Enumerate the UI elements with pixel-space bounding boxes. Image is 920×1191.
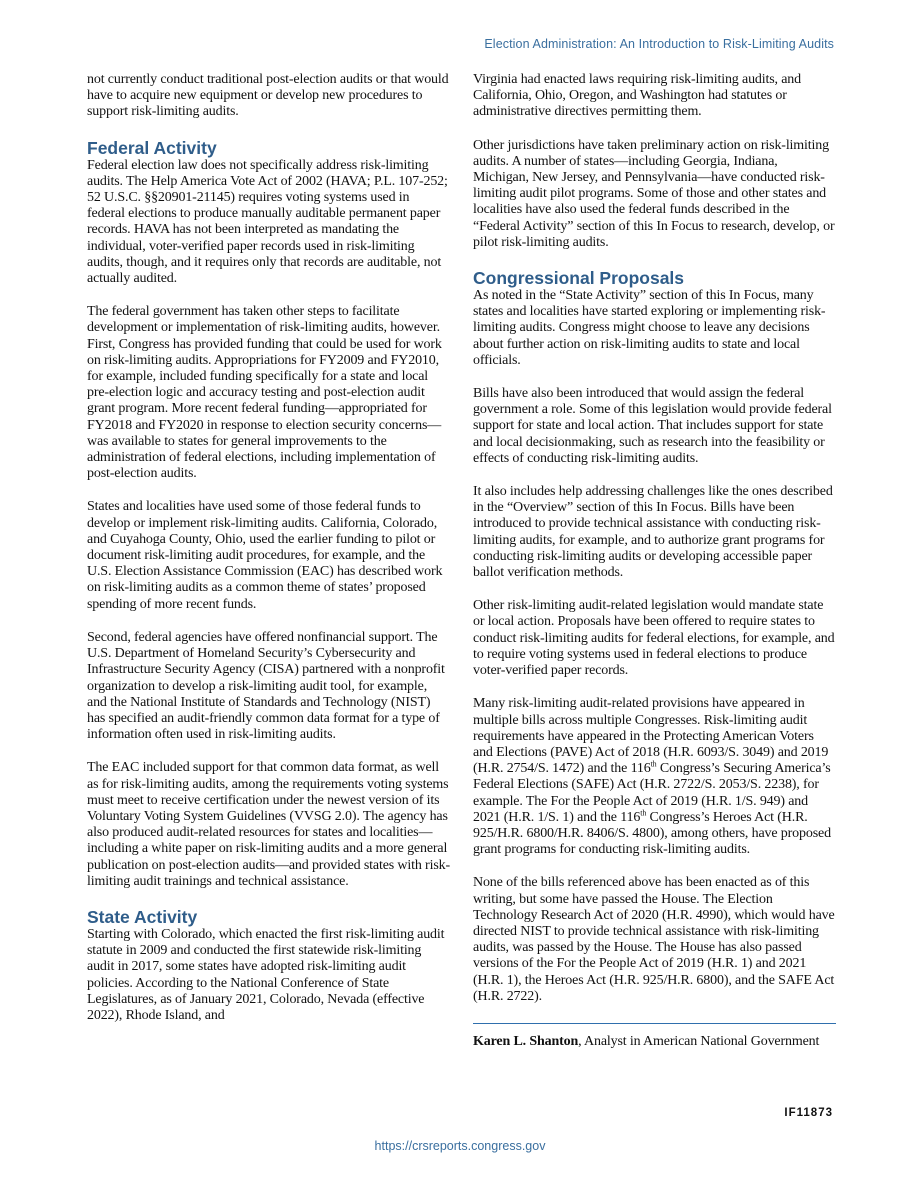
congress-paragraph-5 [473, 696, 836, 858]
author-name: Karen L. Shanton [473, 1033, 579, 1049]
federal-paragraph-5: The EAC included support for that common data format, as well as for risk-limiting audits, among the requirements voting systems must meet to receive certification under the newest version of its Voluntary Voting System Guidelines (VVSG 2.0). The agency has also produced audit-related resources for states and localities—including a white paper on risk-limiting audits and a more general publication on post-election audits—and provided states with risk-limiting audit trainings and technical assistance. [87, 760, 450, 889]
state-paragraph-1-continued: Virginia had enacted laws requiring risk-limiting audits, and California, Ohio, Oregon, and Washington had statutes or administrative directives permitting them. [473, 72, 802, 120]
congress-paragraph-6: None of the bills referenced above has been enacted as of this writing, but some have passed the House. The Election Technology Research Act of 2020 (H.R. 4990), which would have directed NIST to provide technical assistance with risk-limiting audits, was passed by the House. The House has also passed versions of the For the People Act of 2019 (H.R. 1) and 2021 (H.R. 1), the Heroes Act (H.R. 925/H.R. 6800), and the SAFE Act (H.R. 2722). [473, 875, 835, 1004]
right-column [473, 72, 836, 1050]
footer-link[interactable]: https://crsreports.congress.gov [374, 1139, 546, 1153]
document-id: IF11873 [784, 1107, 833, 1119]
state-activity-heading: State Activity [87, 906, 198, 927]
running-header: Election Administration: An Introduction to Risk-Limiting Audits [484, 37, 834, 51]
ordinal-suffix: th [650, 759, 657, 769]
federal-paragraph-2: The federal government has taken other steps to facilitate development or implementation of risk-limiting audits, however. First, Congress has provided funding that could be used for work on risk-limiting audits. Appropriations for FY2009 and FY2010, for example, included funding specifically for a state and local pre-election logic and accuracy testing and post-election audit grant program. More recent federal funding—appropriated for FY2018 and FY2020 in response to election security concerns—was available to states for general improvements to the administration of federal elections, including implementation of post-election audits. [87, 304, 442, 482]
author-divider [473, 1023, 836, 1024]
congress-paragraph-2: Bills have also been introduced that would assign the federal government a role. Some of this legislation would provide federal support for state and local action. That includes support for state and local decisionmaking, such as research into the feasibility or effects of conducting risk-limiting audits. [473, 386, 832, 466]
footer [0, 1139, 920, 1153]
state-paragraph-1: Starting with Colorado, which enacted the first risk-limiting audit statute in 2009 and conducted the first statewide risk-limiting audit in 2017, some states have adopted risk-limiting audit policies. According to the National Conference of State Legislatures, as of January 2021, Colorado, Nevada (effective 2022), Rhode Island, and [87, 926, 445, 1023]
congressional-proposals-heading: Congressional Proposals [473, 268, 685, 289]
left-column [87, 72, 450, 1041]
ordinal-suffix: th [640, 808, 647, 818]
congress-paragraph-5-part-c: Congress’s Heroes Act (H.R. 925/H.R. 6800/H.R. 8406/S. 4800), among others, have proposed grant programs for conducting risk-limiting audits. [473, 809, 831, 858]
federal-paragraph-3: States and localities have used some of those federal funds to develop or implement risk-limiting audits. California, Colorado, and Cuyahoga County, Ohio, used the earlier funding to pilot or document risk-limiting audit procedures, for example, and the U.S. Election Assistance Commission (EAC) has described work on risk-limiting audits as a common theme of states’ proposed spending of more recent funds. [87, 499, 443, 612]
congress-paragraph-5-part-b: Congress’s Securing America’s Federal Elections (SAFE) Act (H.R. 2722/S. 2053/S. 2238), for example. The For the People Act of 2019 (H.R. 1/S. 949) and 2021 (H.R. 1/S. 1) and the 116 [473, 761, 831, 825]
federal-paragraph-1: Federal election law does not specifically address risk-limiting audits. The Help America Vote Act of 2002 (HAVA; P.L. 107-252; 52 U.S.C. §§20901-21145) requires voting systems used in federal elections to produce manually auditable permanent paper records. HAVA has not been interpreted as mandating the individual, voter-verified paper records used in risk-limiting audits, though, and it requires only that records are auditable, not actually audited. [87, 157, 448, 287]
congress-paragraph-3: It also includes help addressing challenges like the ones described in the “Overview” section of this In Focus. Bills have been introduced to provide technical assistance with conducting risk-limiting audits, for example, and to authorize grant programs for conducting risk-limiting audits or developing accessible paper ballot verification methods. [473, 484, 833, 581]
intro-paragraph: not currently conduct traditional post-election audits or that would have to acquire new equipment or develop new procedures to support risk-limiting audits. [87, 72, 449, 120]
state-paragraph-2: Other jurisdictions have taken preliminary action on risk-limiting audits. A number of states—including Georgia, Indiana, Michigan, New Jersey, and Pennsylvania—have conducted risk-limiting audit pilot programs. Some of those and other states and localities have also used the federal funds described in the “Federal Activity” section of this In Focus to research, develop, or pilot risk-limiting audits. [473, 137, 835, 250]
federal-activity-heading: Federal Activity [87, 137, 217, 158]
author-line [473, 1034, 836, 1051]
congress-paragraph-5-part-a: Many risk-limiting audit-related provisions have appeared in multiple bills across multiple Congresses. Risk-limiting audit requirements have appeared in the Protecting American Voters and Elections (PAVE) Act of 2018 (H.R. 6093/S. 3049) and 2019 (H.R. 2754/S. 1472) and the 116 [473, 696, 829, 777]
congress-paragraph-4: Other risk-limiting audit-related legislation would mandate state or local action. Proposals have been offered to require states to conduct risk-limiting audits for federal elections, for example, and to require voting systems used in federal elections to produce voter-verified paper records. [473, 598, 835, 679]
federal-paragraph-4: Second, federal agencies have offered nonfinancial support. The U.S. Department of Homeland Security’s Cybersecurity and Infrastructure Security Agency (CISA) partnered with a nonprofit organization to develop a risk-limiting audit tool, for example, and the National Institute of Standards and Technology (NIST) has specified an audit-friendly common data format for a type of information often used in risk-limiting audits. [87, 629, 445, 743]
author-title: , Analyst in American National Government [578, 1033, 820, 1049]
congress-paragraph-1: As noted in the “State Activity” section of this In Focus, many states and localities have started exploring or implementing risk-limiting audits. Congress might choose to leave any decisions about further action on risk-limiting audits to state and local officials. [473, 288, 826, 368]
